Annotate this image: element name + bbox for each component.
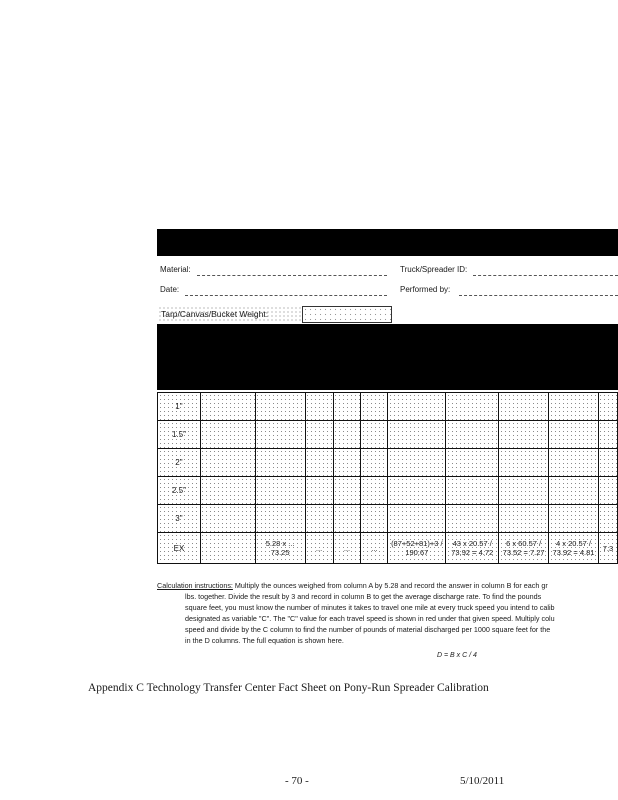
- speed-cell: 1": [158, 393, 201, 421]
- data-cell[interactable]: [446, 393, 499, 421]
- data-cell[interactable]: [499, 505, 549, 533]
- data-cell[interactable]: [333, 393, 361, 421]
- data-cell[interactable]: [598, 477, 617, 505]
- truck-id-field[interactable]: [473, 275, 618, 276]
- data-cell[interactable]: [333, 505, 361, 533]
- data-cell[interactable]: [200, 505, 255, 533]
- data-cell[interactable]: [200, 393, 255, 421]
- data-cell: [200, 533, 255, 564]
- table-row: [158, 477, 618, 505]
- data-cell[interactable]: [598, 393, 617, 421]
- table-row: [158, 505, 618, 533]
- calibration-form: [157, 229, 618, 669]
- data-cell: 5.28 x ... 73.25: [255, 533, 305, 564]
- data-cell[interactable]: [499, 421, 549, 449]
- data-cell[interactable]: [388, 449, 446, 477]
- data-cell[interactable]: [305, 393, 333, 421]
- data-cell[interactable]: [549, 421, 599, 449]
- instructions-line: square feet, you must know the number of minutes it takes to travel one mile at every truck speed you intend to calib: [185, 603, 555, 612]
- data-cell[interactable]: [200, 421, 255, 449]
- data-cell[interactable]: [255, 393, 305, 421]
- appendix-caption: Appendix C Technology Transfer Center Fact Sheet on Pony-Run Spreader Calibration: [88, 682, 489, 694]
- data-cell[interactable]: [255, 505, 305, 533]
- speed-cell: 1.5": [158, 421, 201, 449]
- data-cell[interactable]: [255, 449, 305, 477]
- data-cell[interactable]: [388, 477, 446, 505]
- calibration-table: [157, 392, 618, 564]
- page-number: - 70 -: [285, 775, 309, 787]
- data-cell[interactable]: [549, 505, 599, 533]
- data-cell[interactable]: [200, 449, 255, 477]
- data-cell[interactable]: [446, 477, 499, 505]
- data-cell[interactable]: [446, 421, 499, 449]
- data-cell[interactable]: [333, 421, 361, 449]
- table-row: [158, 393, 618, 421]
- data-cell[interactable]: [361, 421, 388, 449]
- instructions-line: designated as variable "C". The "C" value for each travel speed is shown in red under that given speed. Multiply colu: [185, 614, 555, 623]
- data-cell[interactable]: [361, 477, 388, 505]
- data-cell[interactable]: [499, 393, 549, 421]
- data-cell[interactable]: [200, 477, 255, 505]
- data-cell[interactable]: [333, 449, 361, 477]
- instructions-line: lbs. together. Divide the result by 3 and record in column B to get the average discharge rate. To find the pounds: [185, 592, 542, 601]
- instructions-line: Multiply the ounces weighed from column A by 5.28 and record the answer in column B for each gr: [234, 581, 548, 590]
- data-cell: ...: [333, 533, 361, 564]
- data-cell[interactable]: [549, 449, 599, 477]
- tare-weight-label: Tarp/Canvas/Bucket Weight:: [158, 306, 302, 323]
- data-cell[interactable]: [598, 449, 617, 477]
- data-cell[interactable]: [598, 421, 617, 449]
- data-cell[interactable]: [305, 449, 333, 477]
- material-label: Material:: [160, 265, 191, 274]
- data-cell[interactable]: [549, 477, 599, 505]
- data-cell[interactable]: [499, 449, 549, 477]
- data-cell[interactable]: [361, 449, 388, 477]
- data-cell[interactable]: [598, 505, 617, 533]
- data-cell[interactable]: [255, 477, 305, 505]
- footer-date: 5/10/2011: [460, 775, 505, 787]
- data-cell: ...: [361, 533, 388, 564]
- full-equation: D = B x C / 4: [437, 652, 477, 659]
- speed-cell: 2": [158, 449, 201, 477]
- speed-cell: 2.5": [158, 477, 201, 505]
- data-cell[interactable]: [361, 393, 388, 421]
- instructions-line: in the D columns. The full equation is shown here.: [185, 636, 344, 645]
- data-cell: (87+52+81)+3 / 190.67: [388, 533, 446, 564]
- calculation-instructions: [157, 580, 618, 646]
- data-cell[interactable]: [388, 505, 446, 533]
- table-row: [158, 421, 618, 449]
- date-label: Date:: [160, 285, 180, 294]
- data-cell[interactable]: [361, 505, 388, 533]
- table-row: [158, 449, 618, 477]
- data-cell: 43 x 20.57 / 73.92 = 4.72: [446, 533, 499, 564]
- date-field[interactable]: [185, 295, 387, 296]
- form-title-bar: [157, 229, 618, 256]
- performed-by-field[interactable]: [459, 295, 618, 296]
- example-row: [158, 533, 618, 564]
- data-cell[interactable]: [388, 393, 446, 421]
- table-header-block: [157, 324, 618, 390]
- data-cell[interactable]: [305, 421, 333, 449]
- data-cell[interactable]: [305, 477, 333, 505]
- speed-cell: 3": [158, 505, 201, 533]
- data-cell[interactable]: [446, 449, 499, 477]
- data-cell: ...: [305, 533, 333, 564]
- data-cell: 4 x 20.57 / 73.92 = 4.81: [549, 533, 599, 564]
- speed-cell: EX: [158, 533, 201, 564]
- data-cell[interactable]: [549, 393, 599, 421]
- data-cell: 6 x 60.57 / 73.52 = 7.27: [499, 533, 549, 564]
- performed-by-label: Performed by:: [400, 285, 451, 294]
- material-field[interactable]: [197, 275, 387, 276]
- data-cell[interactable]: [446, 505, 499, 533]
- truck-id-label: Truck/Spreader ID:: [400, 265, 468, 274]
- data-cell: 7.3: [598, 533, 617, 564]
- data-cell[interactable]: [499, 477, 549, 505]
- data-cell[interactable]: [255, 421, 305, 449]
- instructions-line: speed and divide by the C column to find the number of pounds of material discharged per 1000 square feet for the: [185, 625, 551, 634]
- instructions-label: Calculation instructions:: [157, 581, 233, 590]
- data-cell[interactable]: [305, 505, 333, 533]
- tare-weight-field[interactable]: [302, 306, 392, 323]
- data-cell[interactable]: [333, 477, 361, 505]
- data-cell[interactable]: [388, 421, 446, 449]
